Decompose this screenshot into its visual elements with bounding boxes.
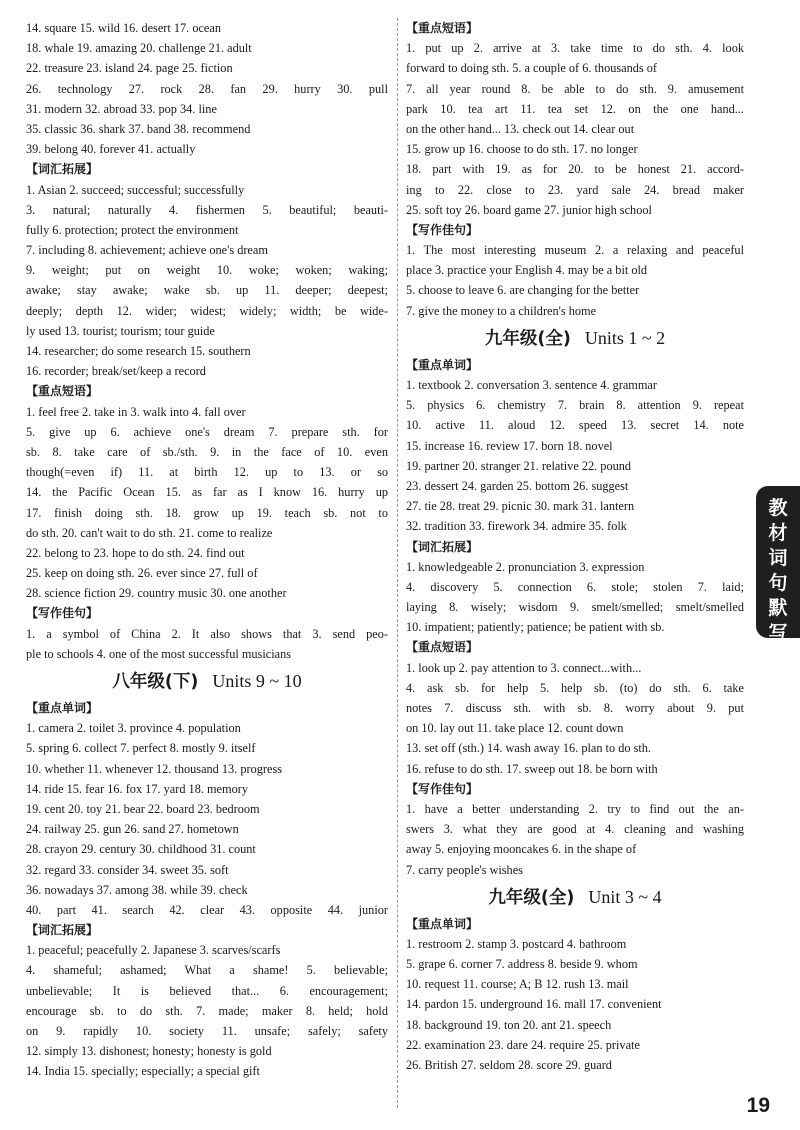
text-line: fully 6. protection; protect the environment — [26, 222, 239, 237]
text-line: 16. refuse to do sth. 17. sweep out 18. be born with — [406, 761, 658, 776]
section-heading: 【词汇拓展】 — [26, 162, 99, 177]
section-heading: 【词汇拓展】 — [406, 539, 479, 554]
page-number: 19 — [746, 1094, 770, 1117]
text-line: do sth. 20. can't wait to do sth. 21. come to realize — [26, 525, 273, 540]
text-line: on 10. lay out 11. take place 12. count down — [406, 721, 624, 736]
text-line: forward to doing sth. 5. a couple of 6. thousands of — [406, 61, 658, 76]
section-heading: 【重点短语】 — [406, 21, 479, 35]
text-line: 40. part 41. search 42. clear 43. opposite 44. junior — [26, 902, 388, 917]
text-line: 14. India 15. specially; especially; a special gift — [26, 1064, 260, 1079]
text-line: swers 3. what they are good at 4. cleaning and washing — [406, 822, 744, 837]
text-line: 26. technology 27. rock 28. fan 29. hurry 30. pull — [26, 81, 388, 96]
side-tab-label: 教 材 词 句 默 写 — [768, 497, 788, 644]
unit-grade: 九年级(全) — [488, 887, 575, 908]
text-line: 18. part with 19. as for 20. to be honest 21. accord- — [406, 162, 744, 177]
text-line: 19. partner 20. stranger 21. relative 22. pound — [406, 458, 632, 473]
text-line: on the other hand... 13. check out 14. clear out — [406, 121, 635, 136]
section-heading: 【写作佳句】 — [406, 781, 479, 796]
text-line: 4. discovery 5. connection 6. stole; stolen 7. laid; — [406, 579, 744, 594]
unit-heading — [26, 664, 388, 698]
text-line: 1. have a better understanding 2. try to find out the an- — [406, 801, 744, 816]
text-line: 10. impatient; patiently; patience; be patient with sb. — [406, 620, 665, 635]
text-line: laying 8. wisely; wisdom 9. smelt/smelled; smelt/smelled — [406, 600, 744, 615]
text-line: 3. natural; naturally 4. fishermen 5. beautiful; beauti- — [26, 202, 388, 217]
text-line: 14. researcher; do some research 15. southern — [26, 344, 251, 358]
text-line: 16. recorder; break/set/keep a record — [26, 364, 206, 379]
right-column — [406, 18, 744, 1075]
text-line: 4. shameful; ashamed; What a shame! 5. believable; — [26, 963, 388, 978]
text-line: 19. cent 20. toy 21. bear 22. board 23. bedroom — [26, 801, 260, 816]
section-heading: 【重点单词】 — [26, 701, 99, 715]
text-line: 32. tradition 33. firework 34. admire 35. folk — [406, 519, 627, 534]
text-line: 17. finish doing sth. 18. grow up 19. teach sb. not to — [26, 505, 388, 520]
text-line: 1. Asian 2. succeed; successful; successfully — [26, 182, 245, 197]
text-line: 31. modern 32. abroad 33. pop 34. line — [26, 101, 217, 116]
text-line: 13. set off (sth.) 14. wash away 16. plan to do sth. — [406, 741, 651, 756]
text-line: 14. ride 15. fear 16. fox 17. yard 18. memory — [26, 781, 248, 796]
text-line: 5. give up 6. achieve one's dream 7. prepare sth. for — [26, 424, 388, 439]
unit-grade: 九年级(全) — [484, 328, 571, 349]
text-line: 24. railway 25. gun 26. sand 27. hometown — [26, 822, 239, 837]
text-line: 26. British 27. seldom 28. score 29. guard — [406, 1058, 612, 1072]
section-heading: 【重点短语】 — [26, 384, 99, 399]
text-line: 22. treasure 23. island 24. page 25. fiction — [26, 61, 233, 76]
text-line: 1. peaceful; peacefully 2. Japanese 3. scarves/scarfs — [26, 943, 281, 958]
unit-heading — [406, 880, 744, 914]
text-line: encourage sb. to do sth. 7. made; maker 8. held; hold — [26, 1003, 388, 1018]
unit-range: Units 1 ~ 2 — [584, 327, 666, 348]
text-line: 7. including 8. achievement; achieve one's dream — [26, 243, 268, 258]
text-line: 1. knowledgeable 2. pronunciation 3. expression — [406, 559, 645, 574]
text-line: on 9. rapidly 10. society 11. unsafe; safely; safety — [26, 1024, 388, 1038]
text-line: 25. soft toy 26. board game 27. junior high school — [406, 202, 652, 217]
text-line: 39. belong 40. forever 41. actually — [26, 142, 196, 157]
text-line: 7. all year round 8. be able to do sth. 9. amusement — [406, 81, 744, 96]
text-line: 1. look up 2. pay attention to 3. connect...with... — [406, 660, 642, 675]
text-line: 7. give the money to a children's home — [406, 303, 597, 318]
text-line: 36. nowadays 37. among 38. while 39. check — [26, 882, 248, 897]
text-line: place 3. practice your English 4. may be a bit old — [406, 263, 648, 278]
section-heading: 【重点短语】 — [406, 640, 479, 655]
text-line: away 5. enjoying mooncakes 6. in the shape of — [406, 842, 637, 857]
left-column — [26, 18, 388, 1082]
text-line: 25. keep on doing sth. 26. ever since 27. full of — [26, 566, 258, 581]
text-line: sb. 8. take care of sb./sth. 9. in the face of 10. even — [26, 444, 388, 459]
text-line: 28. science fiction 29. country music 30. one another — [26, 586, 287, 601]
text-line: 9. weight; put on weight 10. woke; woken; waking; — [26, 263, 388, 278]
text-line: deeply; depth 12. wider; widest; widely; width; be wide- — [26, 303, 388, 318]
text-line: 4. ask sb. for help 5. help sb. (to) do sth. 6. take — [406, 680, 744, 695]
text-line: 5. spring 6. collect 7. perfect 8. mostly 9. itself — [26, 741, 256, 756]
text-line: 23. dessert 24. garden 25. bottom 26. suggest — [406, 478, 629, 493]
text-line: 32. regard 33. consider 34. sweet 35. soft — [26, 862, 229, 877]
section-heading: 【写作佳句】 — [26, 606, 99, 621]
text-line: 1. a symbol of China 2. It also shows that 3. send peo- — [26, 626, 388, 641]
text-line: 22. examination 23. dare 24. require 25. private — [406, 1037, 640, 1052]
text-line: 1. restroom 2. stamp 3. postcard 4. bathroom — [406, 936, 627, 951]
text-line: 18. whale 19. amazing 20. challenge 21. adult — [26, 41, 252, 56]
text-line: 1. The most interesting museum 2. a relaxing and peaceful — [406, 243, 744, 258]
text-line: 1. put up 2. arrive at 3. take time to do sth. 4. look — [406, 41, 744, 56]
text-line: 35. classic 36. shark 37. band 38. recommend — [26, 121, 251, 136]
text-line: unbelievable; It is believed that... 6. encouragement; — [26, 983, 388, 998]
text-line: ple to schools 4. one of the most successful musicians — [26, 646, 292, 661]
text-line: 28. crayon 29. century 30. childhood 31. count — [26, 842, 256, 857]
text-line: 14. the Pacific Ocean 15. as far as I know 16. hurry up — [26, 485, 388, 500]
section-heading: 【重点单词】 — [406, 916, 479, 931]
text-line: 15. increase 16. review 17. born 18. novel — [406, 438, 613, 453]
text-line: though(=even if) 11. at birth 12. up to 13. or so — [26, 465, 388, 480]
text-line: 10. active 11. aloud 12. speed 13. secret 14. note — [406, 418, 744, 433]
unit-grade: 八年级(下) — [112, 672, 199, 692]
text-line: 27. tie 28. treat 29. picnic 30. mark 31. lantern — [406, 499, 635, 514]
text-line: 14. pardon 15. underground 16. mall 17. convenient — [406, 997, 662, 1012]
text-line: 1. feel free 2. take in 3. walk into 4. fall over — [26, 404, 246, 419]
text-line: 1. camera 2. toilet 3. province 4. population — [26, 721, 241, 736]
text-line: ing to 22. close to 23. yard sale 24. bread maker — [406, 182, 744, 197]
text-line: 5. physics 6. chemistry 7. brain 8. attention 9. repeat — [406, 398, 744, 413]
text-line: 7. carry people's wishes — [406, 862, 523, 877]
section-heading: 【写作佳句】 — [406, 222, 479, 237]
text-line: 18. background 19. ton 20. ant 21. speech — [406, 1017, 612, 1032]
text-line: 14. square 15. wild 16. desert 17. ocean — [26, 21, 221, 35]
text-line: awake; stay awake; wake sb. up 11. deeper; deepest; — [26, 283, 388, 298]
text-line: 22. belong to 23. hope to do sth. 24. find out — [26, 545, 245, 560]
text-line: 5. grape 6. corner 7. address 8. beside 9. whom — [406, 957, 638, 972]
text-line: 5. choose to leave 6. are changing for the better — [406, 283, 640, 298]
text-line: park 10. tea art 11. tea set 12. on the one hand... — [406, 101, 744, 116]
text-line: notes 7. discuss sth. with sb. 8. worry about 9. put — [406, 701, 744, 715]
text-line: ly used 13. tourist; tourism; tour guide — [26, 323, 215, 338]
side-tab — [756, 486, 800, 644]
unit-heading — [406, 321, 744, 355]
text-line: 1. textbook 2. conversation 3. sentence 4. grammar — [406, 378, 657, 392]
section-heading: 【重点单词】 — [406, 357, 479, 372]
text-line: 15. grow up 16. choose to do sth. 17. no longer — [406, 142, 638, 157]
unit-range: Units 9 ~ 10 — [212, 671, 302, 691]
section-heading: 【词汇拓展】 — [26, 923, 99, 938]
column-divider — [397, 18, 399, 1108]
text-line: 10. whether 11. whenever 12. thousand 13. progress — [26, 761, 283, 776]
text-line: 12. simply 13. dishonest; honesty; honesty is gold — [26, 1044, 272, 1059]
text-line: 10. request 11. course; A; B 12. rush 13. mail — [406, 977, 629, 992]
unit-range: Unit 3 ~ 4 — [588, 886, 662, 907]
